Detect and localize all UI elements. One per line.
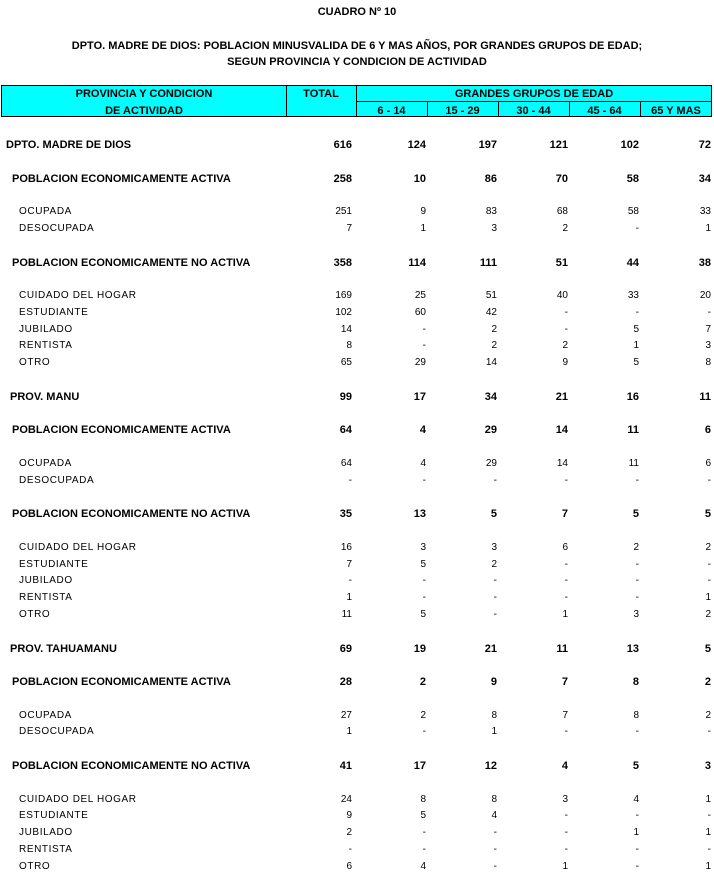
cell-value: -: [564, 844, 568, 855]
header-age-6-14: 6 - 14: [377, 105, 406, 117]
header-total: TOTAL: [303, 88, 339, 100]
table-row: [0, 256, 714, 270]
cell-value: -: [422, 475, 426, 486]
table-row: [0, 507, 714, 521]
cell-value: 2: [419, 676, 426, 688]
row-label: PROV. TAHUAMANU: [10, 643, 117, 655]
cell-value: 3: [705, 340, 711, 351]
cell-value: 72: [698, 139, 711, 151]
cell-value: 34: [484, 391, 497, 403]
header-age-groups: GRANDES GRUPOS DE EDAD: [454, 88, 614, 100]
cell-value: 21: [484, 643, 497, 655]
row-label: POBLACION ECONOMICAMENTE ACTIVA: [12, 424, 231, 436]
cell-value: 12: [484, 760, 497, 772]
table-title-line2: SEGUN PROVINCIA Y CONDICION DE ACTIVIDAD: [227, 56, 487, 68]
cell-value: 19: [413, 643, 426, 655]
cell-value: 2: [704, 676, 711, 688]
table-row: [0, 222, 714, 236]
row-label: JUBILADO: [19, 324, 73, 335]
cell-total: 99: [339, 391, 352, 403]
table-row: [0, 574, 714, 588]
cell-value: 70: [555, 173, 568, 185]
row-label: POBLACION ECONOMICAMENTE NO ACTIVA: [12, 760, 251, 772]
cell-value: -: [635, 307, 639, 318]
cell-value: -: [422, 844, 426, 855]
cell-value: -: [564, 307, 568, 318]
cell-value: 1: [705, 861, 711, 872]
row-label: OTRO: [19, 609, 51, 620]
cell-value: 13: [626, 643, 639, 655]
cell-value: 8: [633, 710, 639, 721]
cell-value: 111: [479, 257, 497, 269]
cell-value: -: [707, 575, 711, 586]
row-label: RENTISTA: [19, 844, 73, 855]
cell-value: -: [635, 592, 639, 603]
row-label: POBLACION ECONOMICAMENTE ACTIVA: [12, 676, 231, 688]
row-label: OCUPADA: [19, 710, 72, 721]
cell-total: 41: [339, 760, 352, 772]
cell-value: 42: [485, 307, 497, 318]
cell-value: -: [493, 575, 497, 586]
cell-value: 102: [620, 139, 639, 151]
cell-value: -: [564, 559, 568, 570]
cell-total: 7: [346, 559, 352, 570]
row-label: POBLACION ECONOMICAMENTE NO ACTIVA: [12, 257, 251, 269]
row-label: POBLACION ECONOMICAMENTE NO ACTIVA: [12, 508, 251, 520]
table-row: [0, 390, 714, 404]
cell-value: 2: [420, 710, 426, 721]
cell-total: 27: [340, 710, 352, 721]
cell-value: 86: [484, 173, 497, 185]
cell-total: 64: [339, 424, 352, 436]
table-row: [0, 289, 714, 303]
cell-value: 21: [555, 391, 568, 403]
cell-value: 7: [561, 508, 568, 520]
cell-value: 13: [413, 508, 426, 520]
cell-value: -: [493, 475, 497, 486]
cell-value: 29: [485, 458, 497, 469]
table-row: [0, 339, 714, 353]
cell-total: 358: [333, 257, 352, 269]
cell-total: 616: [333, 139, 352, 151]
cell-total: -: [348, 575, 352, 586]
cell-value: -: [635, 475, 639, 486]
cell-value: 8: [705, 357, 711, 368]
cell-value: 14: [556, 458, 568, 469]
cell-value: 11: [628, 458, 639, 469]
cell-total: 14: [340, 324, 352, 335]
cell-total: 258: [333, 173, 352, 185]
cell-value: 4: [633, 794, 639, 805]
cell-value: 1: [705, 592, 711, 603]
cell-value: 5: [704, 643, 711, 655]
cell-value: 8: [632, 676, 639, 688]
row-label: RENTISTA: [19, 340, 73, 351]
cell-value: 29: [484, 424, 497, 436]
cell-value: 3: [633, 609, 639, 620]
cell-value: 6: [562, 542, 568, 553]
cell-value: 6: [705, 458, 711, 469]
cell-value: -: [493, 592, 497, 603]
cell-value: 8: [491, 710, 497, 721]
cell-value: 17: [413, 391, 426, 403]
row-label: OCUPADA: [19, 206, 72, 217]
cell-total: 69: [339, 643, 352, 655]
table-row: [0, 205, 714, 219]
cell-value: 3: [491, 223, 497, 234]
cell-value: 2: [491, 324, 497, 335]
cell-value: 60: [414, 307, 426, 318]
cell-total: 64: [340, 458, 352, 469]
header-label-line2: DE ACTIVIDAD: [105, 105, 183, 117]
cell-value: 6: [704, 424, 711, 436]
cell-value: 2: [562, 223, 568, 234]
cell-value: 51: [485, 290, 497, 301]
cell-value: -: [707, 307, 711, 318]
cell-value: 4: [420, 458, 426, 469]
table-row: [0, 642, 714, 656]
cell-total: 24: [340, 794, 352, 805]
cell-value: -: [707, 559, 711, 570]
row-label: OCUPADA: [19, 458, 72, 469]
cell-value: -: [564, 810, 568, 821]
cell-value: -: [493, 861, 497, 872]
cell-total: 1: [346, 726, 352, 737]
cell-value: -: [422, 324, 426, 335]
cell-value: -: [493, 827, 497, 838]
cell-value: 1: [562, 609, 568, 620]
cell-value: 4: [561, 760, 568, 772]
cell-value: 1: [705, 223, 711, 234]
cell-total: -: [348, 475, 352, 486]
cell-value: 121: [549, 139, 568, 151]
cell-value: -: [564, 575, 568, 586]
cell-value: 2: [491, 340, 497, 351]
cell-total: 35: [339, 508, 352, 520]
cell-value: 58: [626, 173, 639, 185]
table-row: [0, 709, 714, 723]
cell-value: 38: [698, 257, 711, 269]
cell-value: 11: [699, 391, 711, 403]
cell-value: 4: [419, 424, 426, 436]
cell-value: 1: [633, 340, 639, 351]
cell-value: 7: [561, 676, 568, 688]
table-row: [0, 759, 714, 773]
cell-value: 68: [556, 206, 568, 217]
row-label: OTRO: [19, 357, 51, 368]
cell-value: -: [422, 592, 426, 603]
cell-value: 11: [627, 424, 639, 436]
cell-value: 1: [420, 223, 426, 234]
cell-value: 5: [633, 357, 639, 368]
table-number: CUADRO Nº 10: [317, 6, 397, 18]
cell-value: -: [707, 844, 711, 855]
header-age-45-64: 45 - 64: [587, 105, 622, 117]
cell-value: 124: [407, 139, 426, 151]
cell-value: 8: [491, 794, 497, 805]
cell-value: 10: [413, 173, 426, 185]
table-row: [0, 826, 714, 840]
cell-value: 2: [705, 609, 711, 620]
cell-value: 9: [420, 206, 426, 217]
cell-value: 2: [562, 340, 568, 351]
cell-value: 5: [420, 609, 426, 620]
cell-total: 1: [346, 592, 352, 603]
table-row: [0, 725, 714, 739]
row-label: DPTO. MADRE DE DIOS: [6, 139, 132, 151]
cell-value: -: [635, 559, 639, 570]
cell-value: -: [564, 324, 568, 335]
cell-total: 16: [340, 542, 352, 553]
cell-value: 1: [633, 827, 639, 838]
cell-value: 114: [408, 257, 426, 269]
row-label: ESTUDIANTE: [19, 810, 89, 821]
cell-total: 8: [346, 340, 352, 351]
cell-total: 9: [346, 810, 352, 821]
cell-value: -: [564, 475, 568, 486]
cell-value: 5: [632, 508, 639, 520]
cell-value: -: [635, 844, 639, 855]
cell-value: 17: [413, 760, 426, 772]
cell-value: -: [635, 810, 639, 821]
row-label: DESOCUPADA: [19, 223, 95, 234]
table-row: [0, 793, 714, 807]
cell-value: 1: [705, 794, 711, 805]
cell-value: 83: [485, 206, 497, 217]
cell-value: 34: [698, 173, 711, 185]
row-label: CUIDADO DEL HOGAR: [19, 290, 137, 301]
cell-value: -: [707, 475, 711, 486]
cell-value: -: [635, 861, 639, 872]
cell-total: 169: [335, 290, 352, 301]
table-row: [0, 172, 714, 186]
cell-value: 5: [633, 324, 639, 335]
table-row: [0, 423, 714, 437]
row-label: ESTUDIANTE: [19, 559, 89, 570]
cell-value: 3: [491, 542, 497, 553]
row-label: OTRO: [19, 861, 51, 872]
cell-value: -: [635, 223, 639, 234]
cell-total: 251: [335, 206, 352, 217]
cell-value: 2: [491, 559, 497, 570]
table-row: [0, 809, 714, 823]
table-row: [0, 457, 714, 471]
divider: [356, 101, 711, 102]
cell-total: 7: [346, 223, 352, 234]
cell-value: 5: [632, 760, 639, 772]
cell-value: -: [707, 810, 711, 821]
cell-value: 14: [485, 357, 497, 368]
cell-value: 33: [627, 290, 639, 301]
table-title-line1: DPTO. MADRE DE DIOS: POBLACION MINUSVALIDA DE 6 Y MAS AÑOS, POR GRANDES GRUPOS DE EDAD;: [71, 40, 643, 52]
cell-value: 9: [490, 676, 497, 688]
cell-value: -: [422, 575, 426, 586]
cell-value: 5: [490, 508, 497, 520]
row-label: DESOCUPADA: [19, 726, 95, 737]
cell-total: 65: [340, 357, 352, 368]
cell-value: 5: [420, 559, 426, 570]
table-row: [0, 675, 714, 689]
cell-value: 33: [699, 206, 711, 217]
cell-value: -: [422, 340, 426, 351]
cell-value: 1: [705, 827, 711, 838]
table-row: [0, 306, 714, 320]
cell-total: 28: [339, 676, 352, 688]
cell-value: -: [422, 827, 426, 838]
cell-value: 2: [633, 542, 639, 553]
table-row: [0, 323, 714, 337]
row-label: CUIDADO DEL HOGAR: [19, 794, 137, 805]
cell-value: -: [564, 592, 568, 603]
cell-value: -: [564, 726, 568, 737]
cell-total: 102: [335, 307, 352, 318]
cell-value: -: [493, 609, 497, 620]
cell-value: 2: [705, 542, 711, 553]
cell-value: 1: [562, 861, 568, 872]
row-label: JUBILADO: [19, 827, 73, 838]
cell-total: 11: [341, 609, 352, 620]
table-row: [0, 860, 714, 874]
cell-value: -: [635, 575, 639, 586]
cell-value: 7: [562, 710, 568, 721]
row-label: JUBILADO: [19, 575, 73, 586]
cell-value: -: [422, 726, 426, 737]
cell-value: -: [564, 827, 568, 838]
row-label: CUIDADO DEL HOGAR: [19, 542, 137, 553]
cell-value: 58: [627, 206, 639, 217]
cell-value: -: [493, 844, 497, 855]
row-label: POBLACION ECONOMICAMENTE ACTIVA: [12, 173, 231, 185]
cell-value: 2: [705, 710, 711, 721]
cell-value: 3: [704, 760, 711, 772]
table-row: [0, 541, 714, 555]
cell-value: 4: [491, 810, 497, 821]
table-row: [0, 608, 714, 622]
cell-value: 29: [414, 357, 426, 368]
cell-total: -: [348, 844, 352, 855]
cell-value: -: [635, 726, 639, 737]
row-label: ESTUDIANTE: [19, 307, 89, 318]
cell-value: 1: [491, 726, 497, 737]
cell-value: 51: [555, 257, 568, 269]
cell-value: 3: [562, 794, 568, 805]
cell-value: -: [707, 726, 711, 737]
cell-value: 25: [414, 290, 426, 301]
row-label: DESOCUPADA: [19, 475, 95, 486]
header-age-15-29: 15 - 29: [445, 105, 480, 117]
table-row: [0, 591, 714, 605]
cell-value: 44: [626, 257, 639, 269]
cell-value: 9: [562, 357, 568, 368]
table-row: [0, 558, 714, 572]
cell-value: 7: [705, 324, 711, 335]
header-label-line1: PROVINCIA Y CONDICION: [75, 88, 213, 100]
cell-value: 3: [420, 542, 426, 553]
table-row: [0, 138, 714, 152]
cell-value: 5: [704, 508, 711, 520]
table-row: [0, 843, 714, 857]
cell-value: 197: [478, 139, 497, 151]
table-row: [0, 474, 714, 488]
cell-value: 40: [556, 290, 568, 301]
cell-total: 6: [346, 861, 352, 872]
header-age-30-44: 30 - 44: [516, 105, 551, 117]
cell-value: 8: [420, 794, 426, 805]
cell-value: 11: [556, 643, 568, 655]
table-row: [0, 356, 714, 370]
cell-value: 14: [555, 424, 568, 436]
cell-value: 16: [626, 391, 639, 403]
row-label: PROV. MANU: [10, 391, 80, 403]
cell-value: 4: [420, 861, 426, 872]
header-age-65-plus: 65 Y MAS: [651, 105, 701, 117]
row-label: RENTISTA: [19, 592, 73, 603]
cell-total: 2: [346, 827, 352, 838]
table-header: [1, 85, 712, 117]
cell-value: 20: [699, 290, 711, 301]
cell-value: 5: [420, 810, 426, 821]
